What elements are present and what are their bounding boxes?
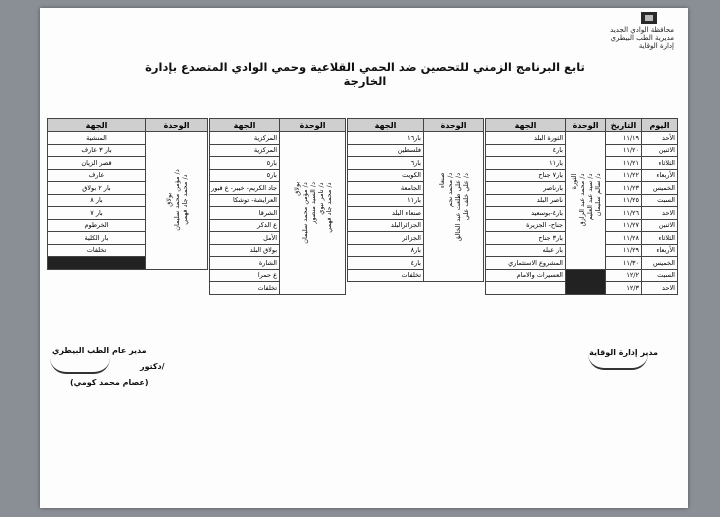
place-cell: العرايشة- توشكا <box>210 194 280 207</box>
place-cell: بار ٢ بولاق <box>48 182 146 195</box>
org-line: محافظة الوادي الجديد <box>610 26 674 34</box>
document-sheet <box>40 8 688 508</box>
page-title: تابع البرنامج الزمني للتحصين ضد الحمي القلاعية وحمي الوادي المتصدع بإدارة الخارجة <box>145 60 585 88</box>
date-cell: ١١/٢٢ <box>606 169 642 182</box>
place-cell: الجامعة <box>348 182 424 195</box>
column-header: التاريخ <box>606 119 642 132</box>
place-cell: جناح- الجزيرة <box>486 219 566 232</box>
date-cell: ١١/٢٩ <box>606 244 642 257</box>
place-cell: الخرطوم <box>48 219 146 232</box>
day-cell: السبت <box>642 269 678 282</box>
place-cell: صنعاء البلد <box>348 207 424 220</box>
org-line: مديرية الطب البيطري <box>610 34 674 42</box>
unit-staff: بولاق د/ مؤمن محمد سليمان د/ السيد منصور د/ تامر نبوي د/ محمد جاد فهمي <box>292 182 333 244</box>
signature-title-right: مدير إدارة الوقاية <box>589 348 658 357</box>
place-cell: الشارة <box>210 257 280 270</box>
place-cell: بار ٣ عارف <box>48 144 146 157</box>
blocked-cell <box>48 257 146 270</box>
place-cell: بار ٨ <box>48 194 146 207</box>
place-cell: تخلفات <box>48 244 146 257</box>
place-cell: الجزائر <box>348 232 424 245</box>
emblem-icon <box>638 10 660 26</box>
day-cell: الأربعاء <box>642 244 678 257</box>
place-cell: بار٨ <box>348 244 424 257</box>
place-cell: بار ٧ <box>48 207 146 220</box>
date-cell: ١١/٢٥ <box>606 194 642 207</box>
header-row <box>348 119 484 132</box>
table-row <box>210 132 346 145</box>
place-cell: المنشية <box>48 132 146 145</box>
table-row <box>486 269 678 282</box>
date-cell: ١١/١٩ <box>606 132 642 145</box>
column-header: الجهة <box>486 119 566 132</box>
place-cell: بار الكلية <box>48 232 146 245</box>
unit-cell <box>280 132 346 295</box>
column-header: الوحدة <box>280 119 346 132</box>
day-cell: الخميس <box>642 182 678 195</box>
schedule-table-1 <box>485 118 678 295</box>
place-cell: جاد الكريم- خيبر- ع قبور <box>210 182 280 195</box>
signature-rank-left: دكتور/ <box>140 362 165 371</box>
place-cell: بولاق البلد <box>210 244 280 257</box>
signature-title-left: مدير عام الطب البيطري <box>52 346 147 355</box>
place-cell: الشرقا <box>210 207 280 220</box>
place-cell: الكويت <box>348 169 424 182</box>
place-cell: المشروع الاستثماري <box>486 257 566 270</box>
place-cell: بار٤-بوسعيد <box>486 207 566 220</box>
day-cell: الاحد <box>642 207 678 220</box>
blocked-cell <box>566 269 606 294</box>
schedule-table-2 <box>347 118 484 282</box>
unit-cell <box>566 132 606 270</box>
place-cell: عارف <box>48 169 146 182</box>
date-cell: ١١/٢١ <box>606 157 642 170</box>
column-header: الوحدة <box>146 119 208 132</box>
place-cell: بار٤ <box>486 144 566 157</box>
signature-name-left: (عصام محمد كومي) <box>70 378 149 387</box>
place-cell: المركزية <box>210 144 280 157</box>
place-cell: تخلفات <box>348 269 424 282</box>
column-header: الجهة <box>48 119 146 132</box>
table-row <box>486 132 678 145</box>
column-header: الجهة <box>348 119 424 132</box>
place-cell: بار٤ <box>348 257 424 270</box>
column-header: اليوم <box>642 119 678 132</box>
column-header: الجهة <box>210 119 280 132</box>
date-cell: ١١/٣٠ <box>606 257 642 270</box>
table-row <box>348 132 484 145</box>
org-line: إدارة الوقاية <box>638 42 674 50</box>
date-cell: ١١/٢٨ <box>606 232 642 245</box>
place-cell: قصر الزيان <box>48 157 146 170</box>
place-cell: بار٥ <box>210 169 280 182</box>
day-cell: الاثنين <box>642 219 678 232</box>
place-cell: الأمل <box>210 232 280 245</box>
unit-staff: بولاق د/ مؤمن محمد سليمان د/ محمد جاد فهمي <box>164 169 189 231</box>
date-cell: ١١/٢٧ <box>606 219 642 232</box>
place-cell: بارناصر <box>486 182 566 195</box>
place-cell: بار١١ <box>486 157 566 170</box>
unit-cell <box>424 132 484 282</box>
signature-scribble-right <box>588 354 648 370</box>
date-cell: ١١/٢٦ <box>606 207 642 220</box>
header-row <box>486 119 678 132</box>
day-cell: الأحد <box>642 132 678 145</box>
place-cell <box>486 282 566 295</box>
day-cell: الاثنين <box>642 144 678 157</box>
place-cell: ع حمرا <box>210 269 280 282</box>
place-cell: العسيرات والامام <box>486 269 566 282</box>
place-cell: بار١١ <box>348 194 424 207</box>
place-cell: بار٥ <box>210 157 280 170</box>
day-cell: الثلاثاء <box>642 157 678 170</box>
unit-cell <box>146 132 208 270</box>
place-cell: بار٧ جناح <box>486 169 566 182</box>
day-cell: الأربعاء <box>642 169 678 182</box>
place-cell: بار١٦ <box>348 132 424 145</box>
signature-scribble-left <box>50 358 110 374</box>
place-cell: الثورة البلد <box>486 132 566 145</box>
place-cell: فلسطين <box>348 144 424 157</box>
place-cell: بار عبله <box>486 244 566 257</box>
schedule-table-3 <box>209 118 346 295</box>
day-cell: الخميس <box>642 257 678 270</box>
day-cell: الثلاثاء <box>642 232 678 245</box>
day-cell: الاحد <box>642 282 678 295</box>
place-cell: المركزية <box>210 132 280 145</box>
table-row <box>48 132 208 145</box>
date-cell: ١٢/٣ <box>606 282 642 295</box>
place-cell: بار٣ جناح <box>486 232 566 245</box>
header-row <box>210 119 346 132</box>
place-cell: ناصر البلد <box>486 194 566 207</box>
org-header <box>610 26 674 50</box>
place-cell: الجزائرالبلد <box>348 219 424 232</box>
date-cell: ١١/٢٠ <box>606 144 642 157</box>
day-cell: السبت <box>642 194 678 207</box>
header-row <box>48 119 208 132</box>
schedule-table-4 <box>47 118 208 270</box>
place-cell: بار٦ <box>348 157 424 170</box>
unit-staff: الثورة د/ محمد عبد الرازق د/ سيد عبد العليم د/ سالم سليمان <box>569 173 602 227</box>
date-cell: ١٢/٢ <box>606 269 642 282</box>
column-header: الوحدة <box>566 119 606 132</box>
place-cell: ع الدكر <box>210 219 280 232</box>
unit-staff: صنعاء د/ محمد نجم د/ علي طلعت عبد الخالق د/ علي خلف علي <box>437 172 470 241</box>
date-cell: ١١/٢٣ <box>606 182 642 195</box>
place-cell: تخلفات <box>210 282 280 295</box>
column-header: الوحدة <box>424 119 484 132</box>
